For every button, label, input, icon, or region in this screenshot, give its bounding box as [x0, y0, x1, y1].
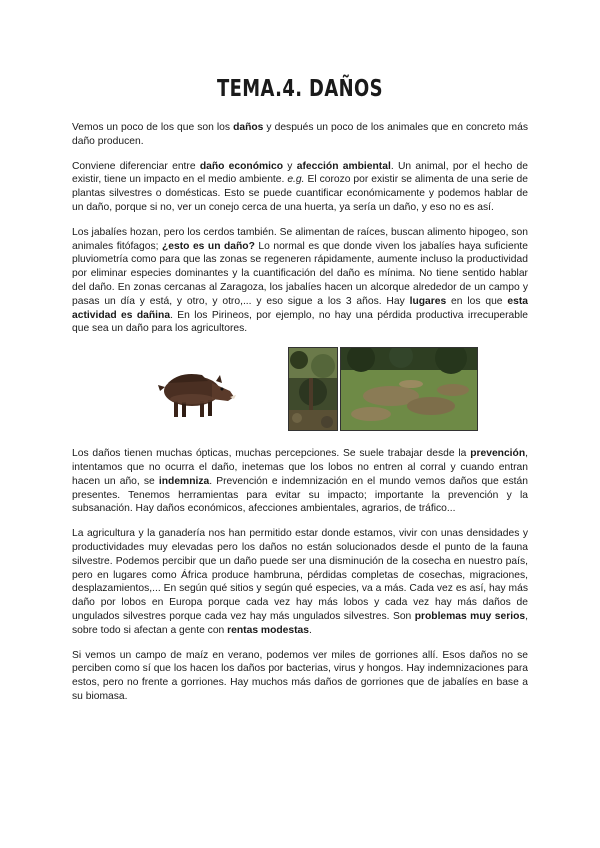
text: Lo normal es que donde viven los jabalíes haya suficiente pluviometría como para que las zonas se regeneren rápidamente, aumente incluso la productividad por eliminar especies dominantes y la cuantificación del daño es mínima. No tiene sentido hablar del daño. En zonas cercanas al Zaragoza, los jabalíes hacen un alcorque alrededor de un campo y pasas un día y está, y otro, y otro,... y eso sigue a los 3 años. Hay	[72, 240, 529, 307]
italic-term: e.g.	[287, 174, 305, 186]
text: en los que	[446, 295, 508, 307]
text: El corozo por existir se alimenta de una serie de plantas silvestres o domésticas. Esto se puede cuantificar económicamente y podemos hablar de un daño, porque si no, ver un conejo cerca de una huerta, ya sería un daño, y eso no es así.	[72, 174, 529, 213]
paragraph-6	[72, 649, 528, 704]
bold-term: lugares	[409, 295, 447, 307]
paragraph-5	[72, 527, 528, 637]
text: y después un poco de los animales que en concreto más daño producen.	[72, 122, 528, 147]
text: , sobre todo si afectan a gente con	[72, 610, 528, 636]
text: . Un animal, por el hecho de existir, tiene un impacto en el medio ambiente.	[72, 160, 529, 186]
text: .	[308, 624, 312, 636]
wild-boar-image	[150, 361, 236, 425]
bold-term: ¿esto es un daño?	[162, 240, 255, 252]
bold-term: esta actividad es dañina	[72, 295, 528, 321]
damaged-field-photo	[340, 347, 478, 431]
bold-term: prevención	[470, 448, 526, 460]
bold-term: indemniza	[158, 475, 210, 487]
text: Los jabalíes hozan, pero los cerdos también. Se alimentan de raíces, buscan alimento hipogeo, son animales fitófagos;	[72, 226, 528, 252]
text: Vemos un poco de los que son los	[72, 122, 234, 133]
bold-term: daño económico	[199, 160, 284, 172]
text: y	[283, 160, 297, 172]
paragraph-2	[72, 160, 528, 215]
text: , intentamos que no ocurra el daño, inetemas que los lobos no entren al corral y cuando entran hacen un año, se	[72, 448, 528, 487]
figure-row	[72, 347, 528, 435]
forest-photo	[288, 347, 338, 431]
text: . Prevención e indemnización en el mundo vemos daños que están presentes. Tenemos herramientas para evitar su impacto; importante la prevención y la subsanación. Hay daños económicos, afecciones ambientales, agrarios, de tráfico...	[72, 475, 528, 515]
paragraph-3	[72, 226, 528, 336]
text: Si vemos un campo de maíz en verano, podemos ver miles de gorriones allí. Esos daños no se perciben como sí que los hacen los daños por bacterias, virus y hongos. Hay indemnizaciones para estos, pero no frente a gorriones. Hay muchos más daños de gorriones que de jabalíes en base a su biomasa.	[72, 649, 528, 702]
text: La agricultura y la ganadería nos han permitido estar donde estamos, vivir con unas densidades y productividades muy elevadas pero los daños no están solucionados desde el punto de la fauna silvestre. Podemos percibir que un daño puede ser una disminución de la cosecha en nuestro país, pero en lugares como África produce hambruna, pérdidas completas de cosechas, migraciones, desplazamientos,... En según qué sitios y según qué especies, va a más. Cada vez es así, hay más daño por lobos en Europa porque cada vez hay más lobos y cada vez hay más daños de ungulados silvestres porque cada vez hay más ungulados silvestres. Son	[72, 528, 528, 622]
bold-term: afección ambiental	[296, 160, 391, 172]
bold-term: rentas modestas	[227, 624, 309, 636]
document-body	[72, 121, 528, 715]
paragraph-1	[72, 121, 528, 149]
text: Los daños tienen muchas ópticas, muchas percepciones. Se suele trabajar desde la	[72, 448, 471, 460]
text: . En los Pirineos, por ejemplo, no hay una pérdida productiva irrecuperable que sea un daño para los agricultores.	[72, 309, 529, 335]
bold-term: daños	[233, 122, 264, 133]
bold-term: problemas muy serios	[414, 610, 526, 622]
page-title: TEMA.4. DAÑOS	[217, 76, 383, 102]
text: Conviene diferenciar entre	[72, 160, 200, 172]
paragraph-4	[72, 447, 528, 516]
